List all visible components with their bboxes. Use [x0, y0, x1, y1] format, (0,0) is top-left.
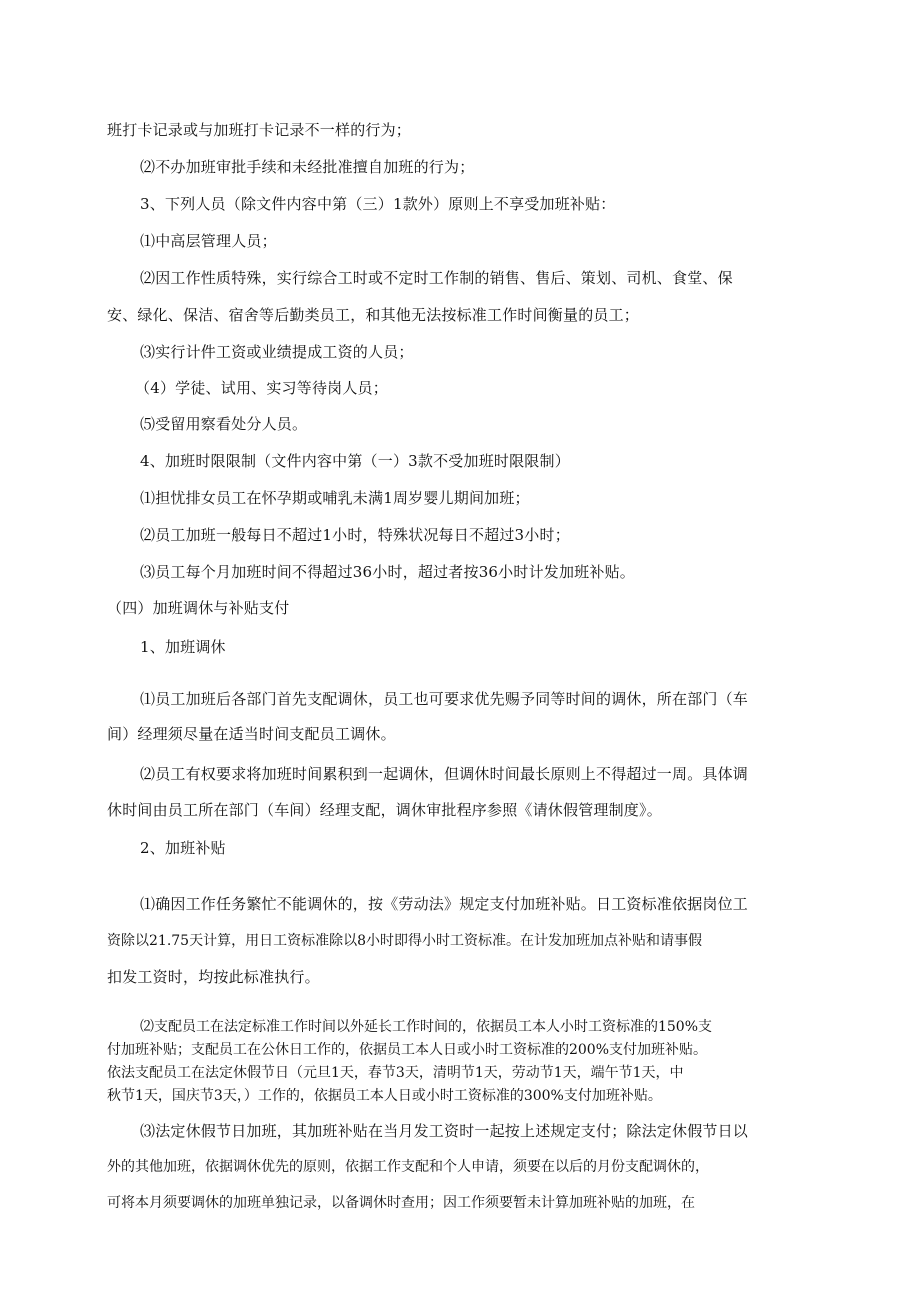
subsection-heading: 1、加班调休 — [140, 638, 226, 656]
paragraph-line: 扣发工资时，均按此标准执行。 — [107, 968, 320, 986]
paragraph-line: 可将本月须要调休的加班单独记录，以备调休时查用；因工作须要暂未计算加班补贴的加班，在 — [107, 1195, 695, 1211]
paragraph-line: 休时间由员工所在部门（车间）经理支配，调休审批程序参照《请休假管理制度》。 — [107, 801, 662, 819]
paragraph-line: ⑶实行计件工资或业绩提成工资的人员； — [140, 343, 414, 361]
paragraph-line: ⑵员工有权要求将加班时间累积到一起调休，但调休时间最长原则上不得超过一周。具体调 — [140, 765, 749, 783]
paragraph-line: 安、绿化、保洁、宿舍等后勤类员工，和其他无法按标准工作时间衡量的员工； — [107, 306, 640, 324]
section-heading: （四）加班调休与补贴支付 — [107, 599, 290, 617]
paragraph-line: （4）学徒、试用、实习等待岗人员； — [135, 379, 388, 397]
paragraph-line: 秋节1天，国庆节3天，）工作的，依据员工本人日或小时工资标准的300%支付加班补贴。 — [107, 1088, 662, 1104]
paragraph-line: ⑸受留用察看处分人员。 — [140, 415, 308, 433]
paragraph-line: 资除以21.75天计算，用日工资标准除以8小时即得小时工资标准。在计发加班加点补贴和请事假 — [107, 933, 702, 949]
paragraph-line: ⑵员工加班一般每日不超过1小时，特殊状况每日不超过3小时； — [140, 526, 570, 544]
paragraph-line: ⑵不办加班审批手续和未经批准擅自加班的行为； — [140, 158, 475, 176]
paragraph-line: ⑶法定休假节日加班，其加班补贴在当月发工资时一起按上述规定支付；除法定休假节日以 — [140, 1122, 749, 1140]
paragraph-line: ⑵因工作性质特殊，实行综合工时或不定时工作制的销售、售后、策划、司机、食堂、保 — [140, 269, 733, 287]
paragraph-line: ⑵支配员工在法定标准工作时间以外延长工作时间的，依据员工本人小时工资标准的150%支 — [140, 1019, 713, 1035]
paragraph-line: ⑴员工加班后各部门首先支配调休，员工也可要求优先赐予同等时间的调休，所在部门（车 — [140, 690, 749, 708]
paragraph-line: ⑴确因工作任务繁忙不能调休的，按《劳动法》规定支付加班补贴。日工资标准依据岗位工 — [140, 895, 749, 913]
paragraph-line: ⑴担忧排女员工在怀孕期或哺乳未满1周岁婴儿期间加班； — [140, 489, 530, 507]
section-heading: 4、加班时限限制（文件内容中第（一）3款不受加班时限限制） — [140, 452, 570, 470]
section-heading: 3、下列人员（除文件内容中第（三）1款外）原则上不享受加班补贴： — [140, 195, 616, 213]
paragraph-line: ⑶员工每个月加班时间不得超过36小时，超过者按36小时计发加班补贴。 — [140, 563, 635, 581]
paragraph-line: 间）经理须尽量在适当时间支配员工调休。 — [107, 725, 396, 743]
paragraph-line: 外的其他加班，依据调休优先的原则，依据工作支配和个人申请，须要在以后的月份支配调休的， — [107, 1159, 709, 1175]
paragraph-line: 依法支配员工在法定休假节日（元旦1天，春节3天，清明节1天，劳动节1天，端午节1天，中 — [107, 1065, 684, 1081]
paragraph-line: ⑴中高层管理人员； — [140, 232, 277, 250]
paragraph-line: 班打卡记录或与加班打卡记录不一样的行为； — [107, 121, 412, 139]
subsection-heading: 2、加班补贴 — [140, 839, 226, 857]
paragraph-line: 付加班补贴；支配员工在公休日工作的，依据员工本人日或小时工资标准的200%支付加班补贴。 — [107, 1042, 708, 1058]
